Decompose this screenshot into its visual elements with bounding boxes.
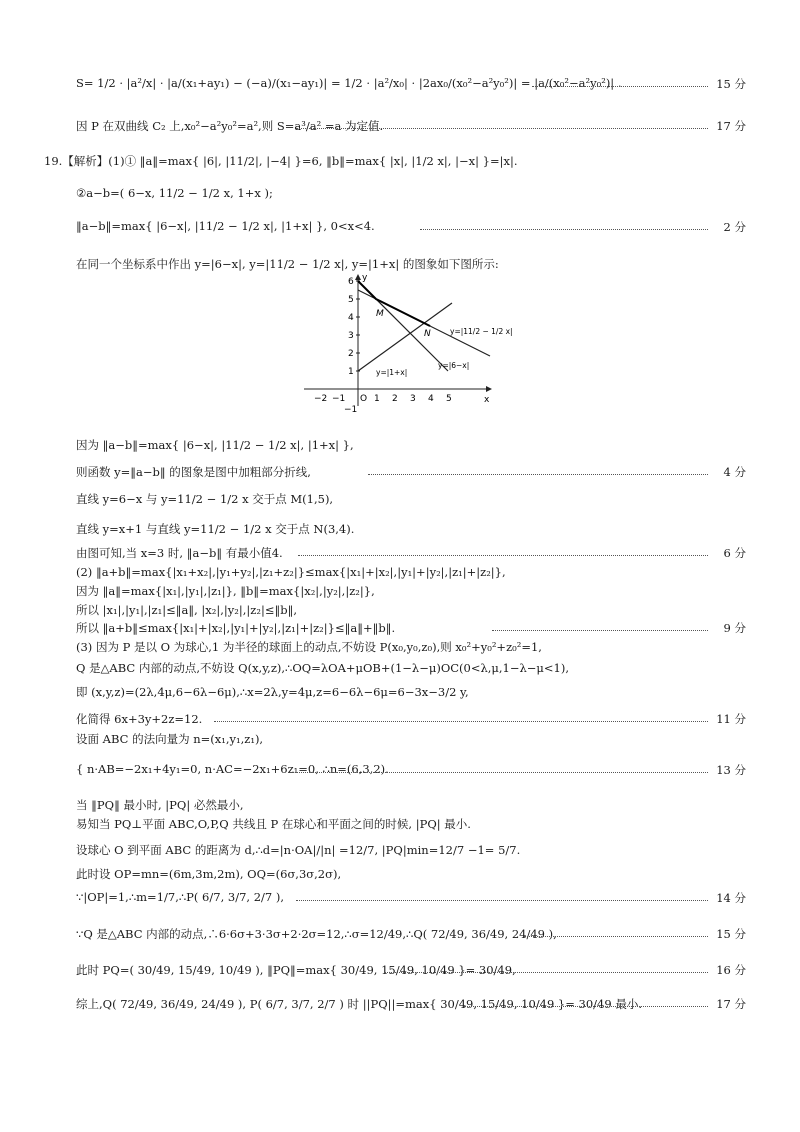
text-line: 设面 ABC 的法向量为 n=(x₁,y₁,z₁), (76, 732, 264, 746)
x-tick-5: 5 (446, 394, 452, 404)
point-n-label: N (424, 329, 431, 339)
dot-leader (492, 630, 708, 631)
x-tick-m2: −2 (314, 394, 328, 404)
text-line: ‖a−b‖=max{ |6−x|, |11/2 − 1/2 x|, |1+x| }, 0<x<4. (76, 219, 375, 233)
dot-leader (464, 1006, 708, 1007)
text-line: 则函数 y=‖a−b‖ 的图象是图中加粗部分折线, (76, 465, 311, 479)
dot-leader (214, 721, 708, 722)
x-axis-label: x (484, 395, 490, 405)
text-line: 当 ‖PQ‖ 最小时, |PQ| 必然最小, (76, 798, 244, 812)
score-mark: 11 分 (716, 712, 746, 726)
text-line: ∵Q 是△ABC 内部的动点,∴6·6σ+3·3σ+2·2σ=12,∴σ=12/49,∴Q( 72/49, 36/49, 24/49 ), (76, 927, 557, 941)
x-tick-m1: −1 (332, 394, 346, 404)
text-line: 由图可知,当 x=3 时, ‖a−b‖ 有最小值4. (76, 546, 283, 560)
text-line: ∵|OP|=1,∴m=1/7,∴P( 6/7, 3/7, 2/7 ), (76, 890, 284, 904)
line2-label: y=|6−x| (438, 361, 470, 370)
function-graph (300, 272, 513, 422)
text-line: 因 P 在双曲线 C₂ 上,x₀²−a²y₀²=a²,则 S=a³/a² =a 为定值. (76, 119, 384, 133)
dot-leader (296, 900, 708, 901)
score-mark: 13 分 (716, 763, 746, 777)
score-mark: 4 分 (723, 465, 746, 479)
dot-leader (524, 936, 708, 937)
text-line: 直线 y=x+1 与直线 y=11/2 − 1/2 x 交于点 N(3,4). (76, 522, 355, 536)
score-mark: 17 分 (716, 119, 746, 133)
y-axis-arrow (355, 274, 361, 280)
score-mark: 16 分 (716, 963, 746, 977)
x-tick-3: 3 (410, 394, 416, 404)
text-line: 即 (x,y,z)=(2λ,4μ,6−6λ−6μ),∴x=2λ,y=4μ,z=6−6λ−6μ=6−3x−3/2 y, (76, 685, 469, 699)
text-line: { n·AB=−2x₁+4y₁=0, n·AC=−2x₁+6z₁=0, ∴n=(6,3,2). (76, 762, 389, 776)
score-mark: 15 分 (716, 927, 746, 941)
text-line: 直线 y=6−x 与 y=11/2 − 1/2 x 交于点 M(1,5), (76, 492, 334, 506)
text-line: 在同一个坐标系中作出 y=|6−x|, y=|11/2 − 1/2 x|, y=|1+x| 的图象如下图所示: (76, 257, 499, 271)
text-line: 所以 ‖a+b‖≤max{|x₁|+|x₂|,|y₁|+|y₂|,|z₁|+|z₂|}≤‖a‖+‖b‖. (76, 621, 396, 635)
score-mark: 6 分 (723, 546, 746, 560)
y-tick-4: 4 (348, 313, 354, 323)
dot-leader (420, 229, 708, 230)
neg-one-y: −1 (344, 405, 358, 415)
score-mark: 14 分 (716, 891, 746, 905)
y-tick-1: 1 (348, 367, 354, 377)
text-line: (3) 因为 P 是以 O 为球心,1 为半径的球面上的动点,不妨设 P(x₀,y₀,z₀),则 x₀²+y₀²+z₀²=1, (76, 640, 542, 654)
text-line: 综上,Q( 72/49, 36/49, 24/49 ), P( 6/7, 3/7, 2/7 ) 时 ||PQ||=max{ 30/49, 15/49, 10/49 }= 30/49 最小. (76, 997, 642, 1011)
y-axis-label: y (362, 273, 368, 283)
text-line: 此时设 OP=mn=(6m,3m,2m), OQ=(6σ,3σ,2σ), (76, 867, 342, 881)
text-line: 此时 PQ=( 30/49, 15/49, 10/49 ), ‖PQ‖=max{ 30/49, 15/49, 10/49 }= 30/49, (76, 963, 516, 977)
dot-leader (368, 474, 708, 475)
x-tick-2: 2 (392, 394, 398, 404)
text-line: 因为 ‖a−b‖=max{ |6−x|, |11/2 − 1/2 x|, |1+x| }, (76, 438, 354, 452)
score-mark: 15 分 (716, 77, 746, 91)
origin-label: O (360, 394, 368, 404)
y-tick-3: 3 (348, 331, 354, 341)
point-m-label: M (376, 309, 384, 319)
text-line: 所以 |x₁|,|y₁|,|z₁|≤‖a‖, |x₂|,|y₂|,|z₂|≤‖b‖, (76, 603, 297, 617)
y-tick-5: 5 (348, 295, 354, 305)
text-line: Q 是△ABC 内部的动点,不妨设 Q(x,y,z),∴OQ=λOA+μOB+(1−λ−μ)OC(0<λ,μ,1−λ−μ<1), (76, 661, 570, 675)
x-tick-4: 4 (428, 394, 434, 404)
text-line: ②a−b=( 6−x, 11/2 − 1/2 x, 1+x ); (76, 186, 273, 200)
text-line: 设球心 O 到平面 ABC 的距离为 d,∴d=|n·OA|/|n| =12/7, |PQ|min=12/7 −1= 5/7. (76, 843, 521, 857)
text-line: (2) ‖a+b‖=max{|x₁+x₂|,|y₁+y₂|,|z₁+z₂|}≤max{|x₁|+|x₂|,|y₁|+|y₂|,|z₁|+|z₂|}, (76, 565, 506, 579)
dot-leader (384, 972, 708, 973)
x-tick-1: 1 (374, 394, 380, 404)
text-line: 易知当 PQ⊥平面 ABC,O,P,Q 共线且 P 在球心和平面之间的时候, |PQ| 最小. (76, 817, 471, 831)
text-line: 因为 ‖a‖=max{|x₁|,|y₁|,|z₁|}, ‖b‖=max{|x₂|,|y₂|,|z₂|}, (76, 584, 375, 598)
bold-polyline (358, 281, 430, 326)
dot-leader (290, 772, 708, 773)
score-mark: 9 分 (723, 621, 746, 635)
y-tick-6: 6 (348, 277, 354, 287)
dot-leader (532, 86, 708, 87)
dot-leader (296, 128, 708, 129)
line1-label: y=|11/2 − 1/2 x| (450, 327, 513, 336)
score-mark: 17 分 (716, 997, 746, 1011)
text-line: S= 1/2 · |a²/x| · |a/(x₁+ay₁) − (−a)/(x₁−ay₁)| = 1/2 · |a²/x₀| · |2ax₀/(x₀²−a²y₀²)| = |a/(x₀²−a²y₀²)| . (76, 76, 622, 90)
text-line: 化简得 6x+3y+2z=12. (76, 712, 203, 726)
dot-leader (298, 555, 708, 556)
y-tick-2: 2 (348, 349, 354, 359)
text-line: 19.【解析】(1)① ‖a‖=max{ |6|, |11/2|, |−4| }=6, ‖b‖=max{ |x|, |1/2 x|, |−x| }=|x|. (44, 154, 518, 168)
line3-label: y=|1+x| (376, 368, 408, 377)
score-mark: 2 分 (723, 220, 746, 234)
x-axis-arrow (486, 386, 492, 392)
